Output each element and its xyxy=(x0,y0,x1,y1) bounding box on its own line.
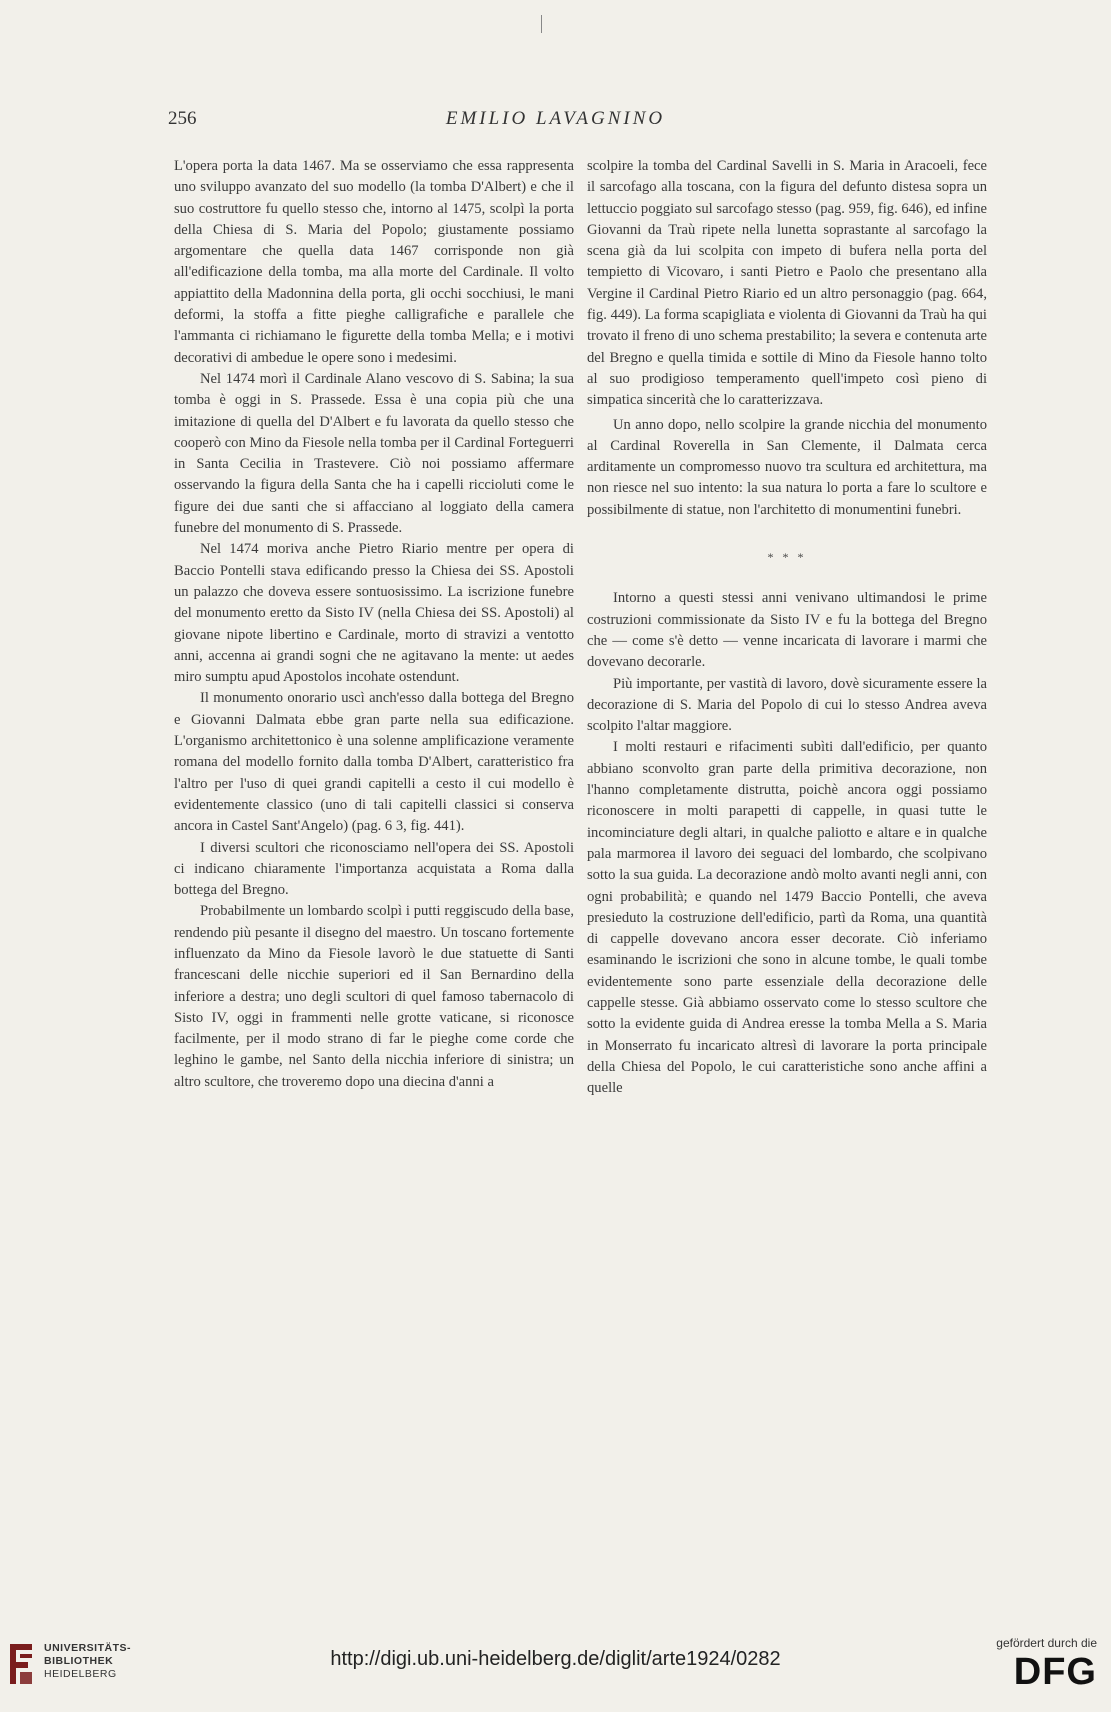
paragraph: Nel 1474 morì il Cardinale Alano vescovo di S. Sabina; la sua tomba è oggi in S. Prassede. Essa è una copia più che una imitazione di quella del D'Albert e fu lavorata da quello stesso che cooperò con Mino da Fiesole nella tomba per il Cardinal Forteguerri in Santa Cecilia in Trastevere. Ciò noi possiamo affermare osservando la figura della Santa che ha i capelli riccioluti come le figure dei due santi che si affacciano al loggiato della camera funebre del monumento di S. Prassede. xyxy=(174,370,574,537)
page-header xyxy=(168,108,943,138)
paragraph: Un anno dopo, nello scolpire la grande nicchia del monumento al Cardinal Roverella in San Clemente, il Dalmata cerca arditamente un compromesso nuovo tra scultura ed architettura, ma non riesce nel suo intento: la sua natura lo porta a fare lo scultore e possibilmente di statue, non l'architetto di monumentini funebri. xyxy=(587,416,987,518)
scan-mark xyxy=(541,15,542,33)
paragraph: Più importante, per vastità di lavoro, dovè sicuramente essere la decorazione di S. Maria del Popolo di cui lo stesso Andrea aveva scolpito l'altar maggiore. xyxy=(587,675,987,735)
library-name-line: UNIVERSITÄTS- xyxy=(44,1642,132,1654)
paragraph: I molti restauri e rifacimenti subìti dall'edificio, per quanto abbiano sconvolto gran parte della primitiva decorazione, non l'hanno completamente distrutta, poichè ancora oggi possiamo riconoscere in molti parapetti di cappelle, in quasi tutte le incominciature degli altari, in qualche paliotto e altare e in qualche pala marmorea il lavoro dei seguaci del lombardo, che scolpivano sotto la sua guida. La decorazione andò molto avanti negli anni, con ogni probabilità; e quando nel 1479 Baccio Pontelli, che aveva presieduto la costruzione dell'edificio, partì da Roma, una quantità di cappelle dovevano ancora esser decorate. Ciò inferiamo esaminando le iscrizioni che sono in alcune tombe, le quali tombe evidentemente sono parte essenziale della decorazione delle cappelle stesse. Già abbiamo osservato come lo stesso scultore che sotto la evidente guida di Andrea eresse la tomba Mella a S. Maria in Monserrato fu incaricato altresì di lavorare la porta principale della Chiesa del Popolo, le cui caratteristiche sono anche affini a quelle xyxy=(587,739,987,1097)
paragraph: Intorno a questi stessi anni venivano ultimandosi le prime costruzioni commissionate da Sisto IV e fu la bottega del Bregno che — come s'è detto — venne incaricata di lavorare i marmi che dovevano decorarle. xyxy=(587,590,987,671)
paragraph: Nel 1474 moriva anche Pietro Riario mentre per opera di Baccio Pontelli stava edificando presso la Chiesa dei SS. Apostoli un palazzo che doveva essere sontuosissimo. La iscrizione funebre del monumento eretto da Sisto IV (nella Chiesa dei SS. Apostoli) al giovane nipote libertino e Cardinale, morto di stravizi a ventotto anni, accenna ai grandi sogni che ne agitavano la mente: ut aedes miro sumptu apud Apostolos incohate ostendunt. xyxy=(174,541,574,686)
right-column xyxy=(587,156,987,1099)
digitization-footer xyxy=(0,1630,1111,1712)
funding-caption: gefördert durch die xyxy=(996,1636,1097,1650)
paragraph: scolpire la tomba del Cardinal Savelli in S. Maria in Aracoeli, fece il sarcofago alla toscana, con la figura del defunto distesa sopra un lettuccio poggiato sul sarcofago stesso (pag. 959, fig. 646), ed infine Giovanni da Traù ripete nella lunetta soprastante al sarcofago la scena già da lui scolpita con impeto di bufera nella porta del tempietto di Vicovaro, i santi Pietro e Paolo che presentano alla Vergine il Cardinal Pietro Riario ed un altro personaggio (pag. 664, fig. 449). La forma scapigliata e violenta di Giovanni da Traù ha qui trovato il freno di uno schema prestabilito; la severa e contenuta arte del Bregno e quella timida e sottile di Mino da Fiesole hanno tolto al suo prodigioso temperamento quell'impeto così pieno di simpatica sincerità che lo caratterizzava. xyxy=(587,158,987,409)
running-head: EMILIO LAVAGNINO xyxy=(445,108,666,129)
dfg-logo: DFG xyxy=(1013,1651,1097,1693)
paragraph: Il monumento onorario uscì anch'esso dalla bottega del Bregno e Giovanni Dalmata ebbe gran parte nella sua edificazione. L'organismo architettonico è una solenne amplificazione veramente romana del modello fornito dalla tomba D'Albert, caratteristico fra l'altro per l'uso di quei grandi capitelli a cesto il cui modello è evidentemente classico (uno di tali capitelli classici si conserva ancora in Castel Sant'Angelo) (pag. 6 3, fig. 441). xyxy=(174,690,574,835)
paragraph: L'opera porta la data 1467. Ma se osserviamo che essa rappresenta uno sviluppo avanzato del suo modello (la tomba D'Albert) e che il suo costruttore fu quello stesso che, intorno al 1475, scolpì la porta della Chiesa di S. Maria del Popolo; giustamente possiamo argomentare che quella data 1467 corrisponde non già all'edificazione della tomba, ma alla morte del Cardinale. Il volto appiattito della Madonnina della porta, gli occhi socchiusi, le mani deformi, la stoffa a fitte pieghe calligrafiche e parallele che l'ammanta ci richiamano le figurette della tomba Mella; e i motivi decorativi di ambedue le opere sono i medesimi. xyxy=(174,158,574,366)
section-break: * * * xyxy=(767,550,807,565)
library-name-line: BIBLIOTHEK xyxy=(44,1655,114,1667)
paragraph: Probabilmente un lombardo scolpì i putti reggiscudo della base, rendendo più pesante il disegno del maestro. Un toscano fortemente influenzato da Mino da Fiesole lavorò le due statuette di Santi francescani delle nicchie superiori ed il San Bernardino della inferiore a destra; uno degli scultori di quel famoso tabernacolo di Sisto IV, oggi in frammenti nelle grotte vaticane, si riconosce facilmente, per il modo strano di far le pieghe come corde che leghino le gambe, nel Santo della nicchia inferiore di sinistra; un altro scultore, che troveremo dopo una diecina d'anni a xyxy=(174,903,574,1090)
left-column xyxy=(174,156,574,1093)
page-number: 256 xyxy=(168,108,197,129)
dfg-funding-logo[interactable] xyxy=(967,1636,1097,1706)
paragraph: I diversi scultori che riconosciamo nell'opera dei SS. Apostoli ci indicano chiaramente l'importanza acquistata a Roma dalla bottega del Bregno. xyxy=(174,839,574,899)
library-name-line: HEIDELBERG xyxy=(44,1668,117,1680)
permalink-url[interactable]: http://digi.ub.uni-heidelberg.de/diglit/arte1924/0282 xyxy=(330,1648,781,1670)
